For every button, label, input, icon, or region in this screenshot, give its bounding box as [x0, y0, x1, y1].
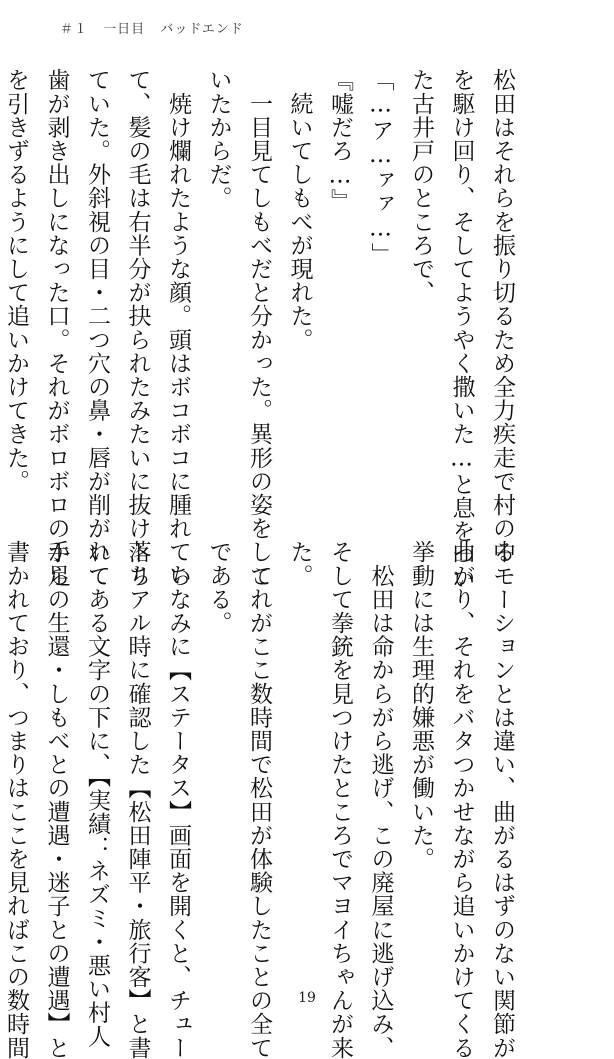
text-line: た。	[286, 540, 313, 588]
text-line: 「…ア…ァァ…」	[367, 68, 394, 266]
text-line: た古井戸のところで、	[408, 68, 434, 304]
text-line: いてある文字の下に、【実績：ネズミ・悪い村人	[84, 540, 110, 1048]
text-line: 松田は命からがら逃げ、この廃屋に逃げ込み、	[367, 540, 394, 1059]
text-line: これがここ数時間で松田が体験したことの全て	[246, 540, 272, 1059]
chapter-day: 一日目	[103, 22, 146, 37]
text-line: ちなみに【ステータス】画面を開くと、チュー	[165, 540, 191, 1059]
text-line: いたからだ。	[205, 68, 232, 210]
text-line: ていた。外斜視の目・二つ穴の鼻・唇が削がれて	[84, 68, 110, 588]
text-line: を駆け回り、そしてようやく撒いた…と息をつい	[448, 68, 475, 591]
text-line: 書かれており、つまりはここを見ればこの数時間	[3, 540, 29, 1059]
text-line: を引きずるようにして追いかけてきた。	[3, 68, 29, 493]
text-line: 続いてしもべが現れた。	[286, 68, 313, 352]
text-line: からの生還・しもべとの遭遇・迷子との遭遇】と	[43, 540, 70, 1059]
text-line: 一目見てしもべだと分かった。異形の姿をして	[246, 68, 272, 588]
text-line: て、髪の毛は右半分が抉られたみたいに抜け落ち	[124, 68, 151, 588]
chapter-number: ＃１	[60, 22, 89, 37]
text-line: そして拳銃を見つけたところでマヨイちゃんが来	[327, 540, 353, 1059]
text-line: 曲がり、それをバタつかせながら追いかけてくる	[448, 540, 475, 1059]
text-line: 松田はそれらを振り切るため全力疾走で村の中	[489, 68, 515, 564]
text-line: 『嘘だろ…』	[327, 68, 353, 213]
text-line: である。	[205, 540, 232, 635]
text-line: るモーションとは違い、曲がるはずのない関節が	[489, 540, 515, 1059]
text-line: 歯が剥き出しになった口。それがボロボロの手足	[43, 68, 70, 588]
text-line: 焼け爛れたような顔。頭はボコボコに腫れてい	[165, 68, 191, 588]
text-line: 挙動には生理的嫌悪が働いた。	[408, 540, 434, 871]
text-line: トリアル時に確認した【松田陣平・旅行客】と書	[124, 540, 151, 1059]
chapter-title: バッドエンド	[160, 22, 244, 37]
page-number: 19	[298, 990, 316, 1006]
running-header	[60, 18, 254, 37]
